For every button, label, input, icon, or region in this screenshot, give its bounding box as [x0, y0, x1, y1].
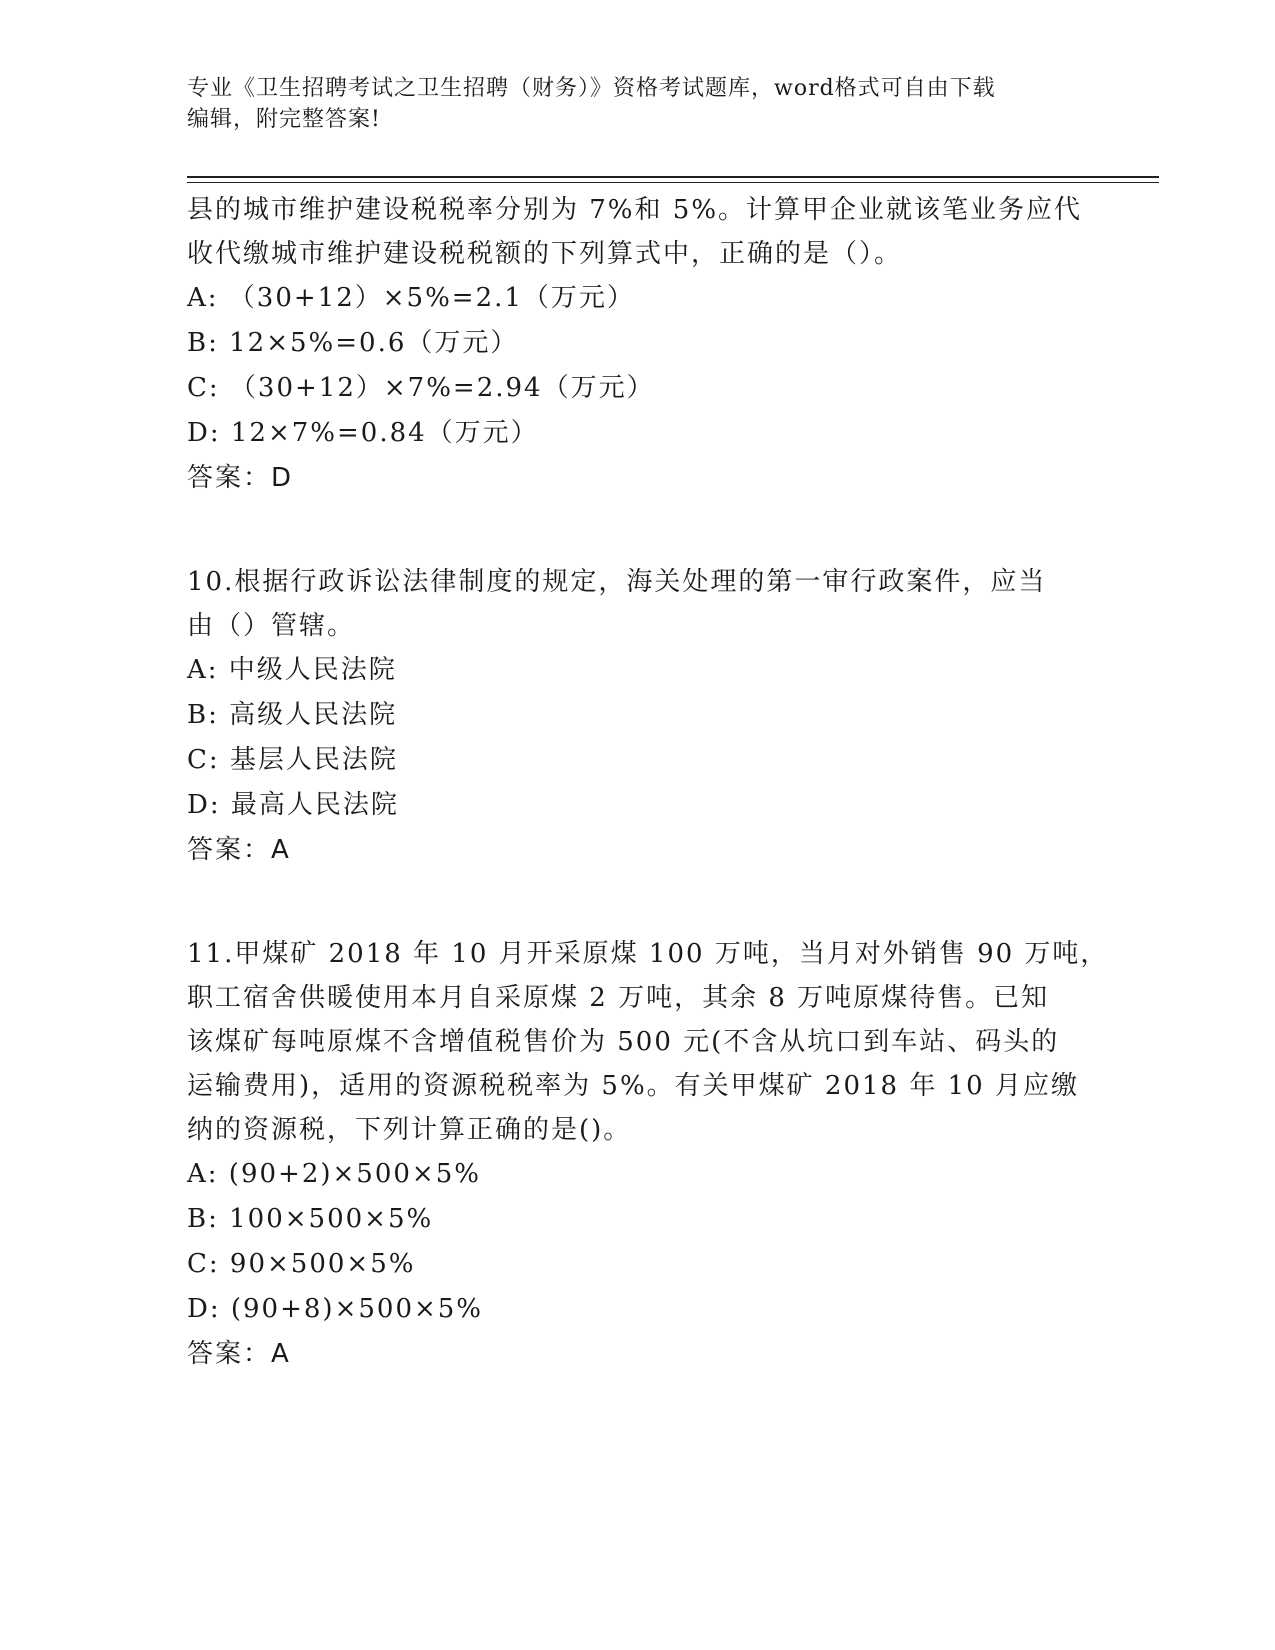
option-d: D: 12×7%=0.84（万元） — [187, 418, 539, 448]
question-9 — [187, 188, 1087, 500]
header-rule-thick — [187, 176, 1159, 178]
question-stem-line: 纳的资源税，下列计算正确的是()。 — [187, 1115, 632, 1145]
option-c: C: 90×500×5% — [187, 1249, 416, 1279]
document-header — [187, 73, 1087, 135]
option-a: A: 中级人民法院 — [187, 655, 397, 685]
option-b: B: 100×500×5% — [187, 1204, 434, 1234]
option-b: B: 12×5%=0.6（万元） — [187, 328, 519, 358]
option-c: C: （30+12）×7%=2.94（万元） — [187, 373, 655, 403]
option-d: D: (90+8)×500×5% — [187, 1294, 484, 1324]
answer: 答案：A — [187, 1339, 291, 1369]
question-list — [187, 188, 1109, 1376]
question-stem-line: 运输费用)，适用的资源税税率为 5%。有关甲煤矿 2018 年 10 月应缴 — [187, 1071, 1079, 1101]
option-a: A: （30+12）×5%=2.1（万元） — [187, 283, 635, 313]
option-a: A: (90+2)×500×5% — [187, 1159, 481, 1189]
option-c: C: 基层人民法院 — [187, 745, 398, 775]
answer: 答案：A — [187, 835, 291, 865]
question-stem-line: 职工宿舍供暖使用本月自采原煤 2 万吨，其余 8 万吨原煤待售。已知 — [187, 983, 1050, 1013]
header-line-1: 专业《卫生招聘考试之卫生招聘（财务）》资格考试题库，word格式可自由下载 — [187, 76, 996, 101]
question-10 — [187, 560, 1087, 872]
option-b: B: 高级人民法院 — [187, 700, 398, 730]
question-11 — [187, 932, 1109, 1376]
question-stem-line: 该煤矿每吨原煤不含增值税售价为 500 元(不含从坑口到车站、码头的 — [187, 1027, 1060, 1057]
option-d: D: 最高人民法院 — [187, 790, 399, 820]
header-rule-thin — [187, 182, 1159, 183]
header-line-2: 编辑，附完整答案! — [187, 107, 381, 132]
answer: 答案：D — [187, 463, 294, 493]
question-stem-line: 由（）管辖。 — [187, 611, 356, 641]
question-stem-line: 11.甲煤矿 2018 年 10 月开采原煤 100 万吨，当月对外销售 90 万吨， — [187, 939, 1109, 969]
question-stem-line: 县的城市维护建设税税率分别为 7%和 5%。计算甲企业就该笔业务应代 — [187, 195, 1083, 225]
question-stem-line: 10.根据行政诉讼法律制度的规定，海关处理的第一审行政案件，应当 — [187, 567, 1047, 597]
question-stem-line: 收代缴城市维护建设税税额的下列算式中，正确的是（）。 — [187, 239, 903, 269]
